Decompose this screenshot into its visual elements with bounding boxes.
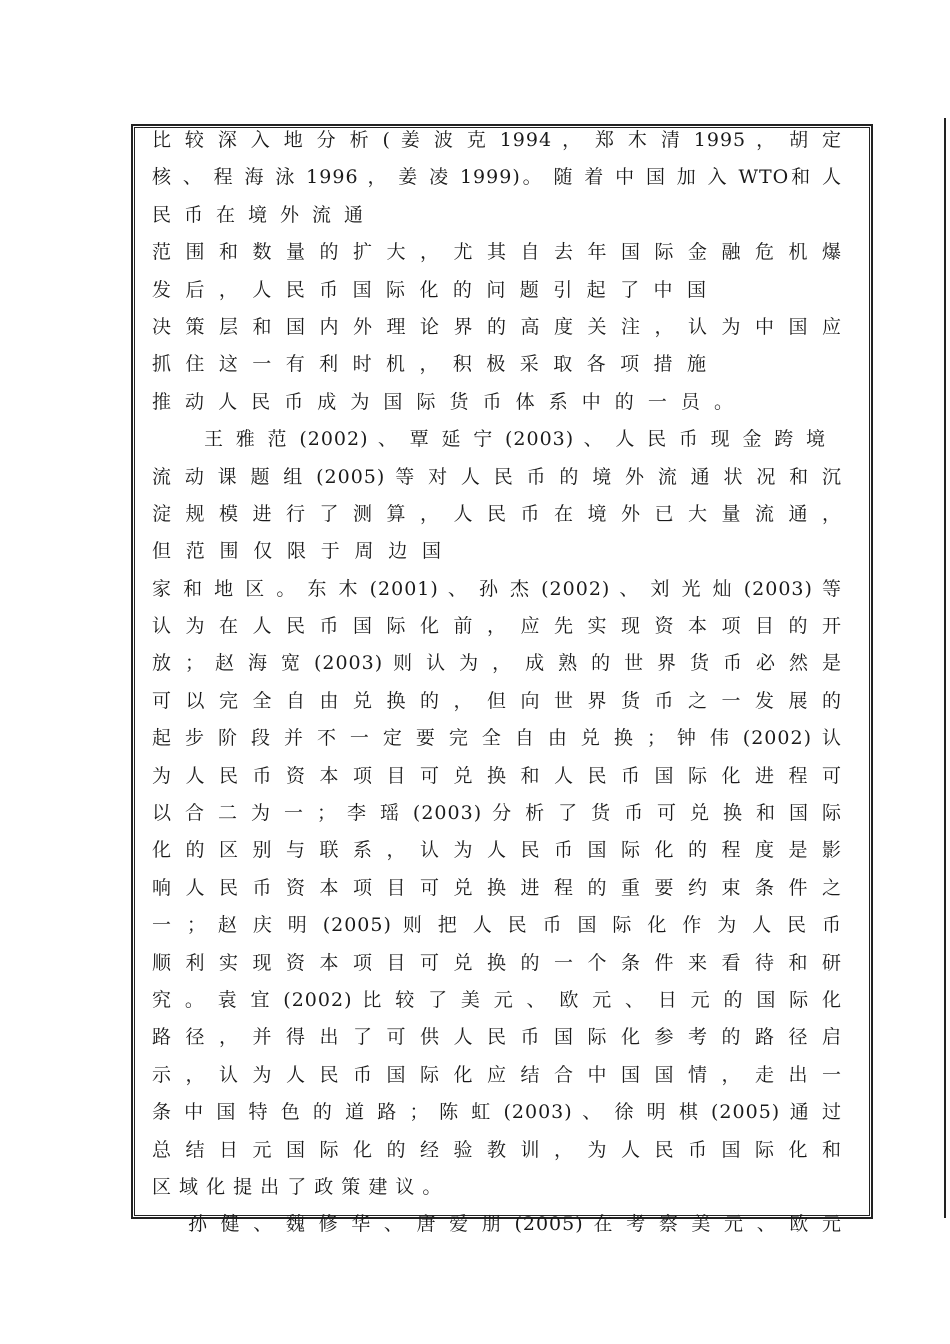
text-line: 范 围 和 数 量 的 扩 大 ， 尤 其 自 去 年 国 际 金 融 危 机 爆	[152, 241, 842, 264]
text-line: 决 策 层 和 国 内 外 理 论 界 的 高 度 关 注 ， 认 为 中 国 应	[152, 315, 842, 338]
text-line: 区 域 化 提 出 了 政 策 建 议 。	[152, 1175, 443, 1198]
text-line: 民 币 在 境 外 流 通	[152, 203, 364, 226]
text-line: 路 径 ， 并 得 出 了 可 供 人 民 币 国 际 化 参 考 的 路 径 启	[152, 1026, 842, 1049]
text-line: 条 中 国 特 色 的 道 路 ； 陈 虹 (2003) 、 徐 明 棋 (2005) 通 过	[152, 1101, 842, 1124]
text-line: 推 动 人 民 币 成 为 国 际 货 币 体 系 中 的 一 员 。	[152, 390, 734, 413]
text-line: 但 范 围 仅 限 于 周 边 国	[152, 540, 442, 563]
right-margin-rule	[944, 118, 946, 1218]
paragraph-start-line: 孙 健 、 魏 修 华 、 唐 爱 朋 (2005) 在 考 察 美 元 、 欧 元	[188, 1213, 842, 1236]
text-line: 究 。 袁 宜 (2002) 比 较 了 美 元 、 欧 元 、 日 元 的 国 际 化	[152, 988, 842, 1011]
text-line: 起 步 阶 段 并 不 一 定 要 完 全 自 由 兑 换 ； 钟 伟 (2002) 认	[152, 727, 842, 750]
text-line: 核 、 程 海 泳 1996 ， 姜 凌 1999)。 随 着 中 国 加 入 WTO和 人	[152, 166, 842, 189]
text-line: 示 ， 认 为 人 民 币 国 际 化 应 结 合 中 国 国 情 ， 走 出 一	[152, 1063, 842, 1086]
text-line: 发 后 ， 人 民 币 国 际 化 的 问 题 引 起 了 中 国	[152, 278, 707, 301]
text-line: 化 的 区 别 与 联 系 ， 认 为 人 民 币 国 际 化 的 程 度 是 影	[152, 839, 842, 862]
text-line: 抓 住 这 一 有 利 时 机 ， 积 极 采 取 各 项 措 施	[152, 353, 707, 376]
text-line: 家 和 地 区 。 东 木 (2001) 、 孙 杰 (2002) 、 刘 光 灿 (2003) 等	[152, 577, 842, 600]
text-line: 流 动 课 题 组 (2005) 等 对 人 民 币 的 境 外 流 通 状 况 和 沉	[152, 465, 842, 488]
text-line: 一 ； 赵 庆 明 (2005) 则 把 人 民 币 国 际 化 作 为 人 民 币	[152, 914, 842, 937]
text-line: 淀 规 模 进 行 了 测 算 ， 人 民 币 在 境 外 已 大 量 流 通 ，	[152, 502, 842, 525]
paragraph-start-line: 王 雅 范 (2002) 、 覃 延 宁 (2003) 、 人 民 币 现 金 跨 境	[204, 428, 826, 451]
body-text	[152, 122, 842, 1244]
text-line: 以 合 二 为 一 ； 李 瑶 (2003) 分 析 了 货 币 可 兑 换 和 国 际	[152, 802, 842, 825]
text-line: 总 结 日 元 国 际 化 的 经 验 教 训 ， 为 人 民 币 国 际 化 和	[152, 1138, 842, 1161]
text-line: 可 以 完 全 自 由 兑 换 的 ， 但 向 世 界 货 币 之 一 发 展 的	[152, 689, 842, 712]
text-line: 响 人 民 币 资 本 项 目 可 兑 换 进 程 的 重 要 约 束 条 件 之	[152, 876, 842, 899]
text-line: 为 人 民 币 资 本 项 目 可 兑 换 和 人 民 币 国 际 化 进 程 可	[152, 764, 842, 787]
text-line: 放 ； 赵 海 宽 (2003) 则 认 为 ， 成 熟 的 世 界 货 币 必 然 是	[152, 652, 842, 675]
text-line: 认 为 在 人 民 币 国 际 化 前 ， 应 先 实 现 资 本 项 目 的 开	[152, 615, 842, 638]
text-line: 比 较 深 入 地 分 析 ( 姜 波 克 1994 ， 郑 木 清 1995 ， 胡 定	[152, 129, 842, 151]
text-line: 顺 利 实 现 资 本 项 目 可 兑 换 的 一 个 条 件 来 看 待 和 研	[152, 951, 842, 974]
